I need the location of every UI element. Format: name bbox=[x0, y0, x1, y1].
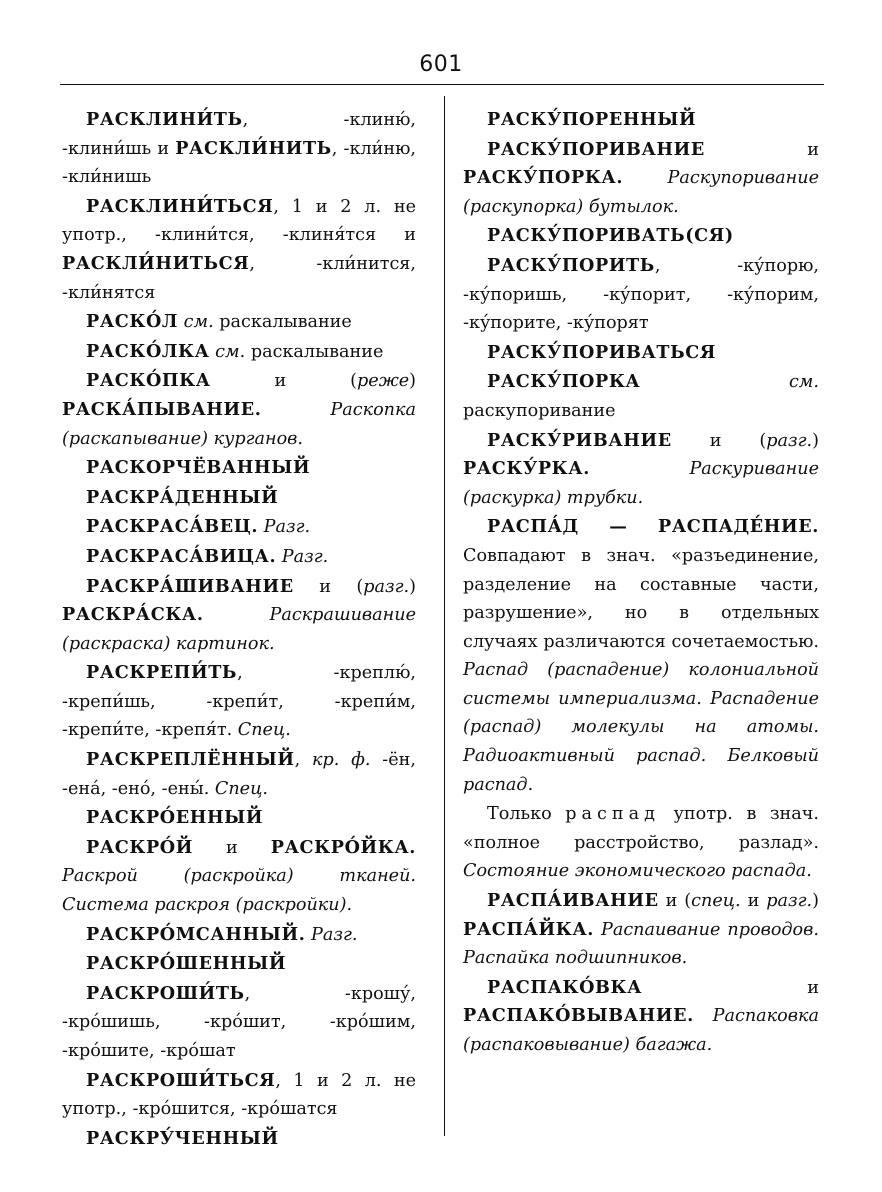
entry-text: раскалывание bbox=[245, 341, 384, 362]
entry-text: и ( bbox=[671, 430, 767, 451]
headword: РАСКЛИ́НИТЬСЯ bbox=[62, 252, 250, 274]
entry-raskradenny bbox=[62, 484, 416, 513]
entry-text: , -крошу́, -кро́шишь, -кро́шит, -кро́шим, -кро́шите, -кро́шат bbox=[62, 983, 416, 1061]
headword: РАСПА́ИВАНИЕ bbox=[487, 890, 659, 912]
column-divider bbox=[444, 96, 445, 1136]
headword: РАСКУ́ПОРИВАТЬ(СЯ) bbox=[487, 225, 734, 247]
entry-note: Разг. bbox=[258, 517, 311, 538]
entry-raskol bbox=[62, 308, 416, 337]
entry-note: разг. bbox=[363, 576, 410, 597]
entry-example: Раскупоривание (раскупорка) бутылок. bbox=[463, 168, 819, 217]
headword: РАСКО́ЛКА bbox=[86, 340, 210, 362]
entry-text: , -креплю́, -крепи́шь, -крепи́т, -крепи́м, -крепи́те, -крепя́т. bbox=[62, 663, 416, 741]
headword: РАСПА́Д — РАСПАДЕ́НИЕ. bbox=[487, 516, 819, 538]
entry-raspad bbox=[463, 513, 819, 799]
entry-note: см. bbox=[640, 372, 819, 393]
entry-raskuporivanie bbox=[463, 136, 819, 222]
headword: РАСКО́ПКА bbox=[86, 370, 211, 392]
page-number: 601 bbox=[419, 52, 463, 77]
entry-note: см. bbox=[209, 341, 246, 362]
entry-note: Спец. bbox=[209, 778, 268, 799]
headword: РАСКУ́ПОРИВАТЬСЯ bbox=[487, 341, 716, 363]
headword: РАСКУ́РИВАНИЕ bbox=[487, 429, 672, 451]
headword: РАСКО́Л bbox=[86, 311, 179, 333]
entry-text: ) bbox=[409, 576, 416, 597]
headword: РАСКЛИ́НИТЬ bbox=[175, 137, 332, 159]
entry-raskorchevanny bbox=[62, 454, 416, 483]
entry-note: спец. bbox=[691, 891, 741, 912]
entry-raskroshenny bbox=[62, 950, 416, 979]
header-rule bbox=[60, 84, 824, 85]
entry-text: , -кли́нится, -кли́нятся bbox=[62, 253, 416, 303]
headword: РАСКРАСА́ВЕЦ. bbox=[86, 516, 259, 538]
entry-raskrashivanie bbox=[62, 573, 416, 659]
headword: РАСКРО́ШЕННЫЙ bbox=[86, 953, 287, 975]
headword: РАСКРА́ДЕННЫЙ bbox=[86, 486, 279, 508]
headword: РАСКЛИНИ́ТЬСЯ bbox=[86, 195, 274, 217]
headword: РАСКРО́Й bbox=[86, 836, 193, 858]
entry-text: , bbox=[294, 750, 312, 771]
entry-note: разг. bbox=[766, 430, 813, 451]
entry-raskromsanny bbox=[62, 921, 416, 950]
entry-raskurivanie bbox=[463, 427, 819, 513]
entry-text: употр. в знач. «полное расстройство, разлад». bbox=[463, 804, 820, 853]
entry-raskrasavitsa bbox=[62, 543, 416, 572]
entry-text: раскалывание bbox=[213, 312, 352, 333]
headword: РАСПАКО́ВЫВАНИЕ. bbox=[463, 1005, 694, 1027]
entry-raskroy bbox=[62, 834, 416, 920]
entry-text: и bbox=[192, 837, 271, 858]
headword: РАСКРЕПЛЁННЫЙ bbox=[86, 749, 295, 771]
entry-raskrepit bbox=[62, 659, 416, 745]
entry-text: раскупоривание bbox=[463, 400, 616, 421]
headword: РАСКРЕПИ́ТЬ bbox=[86, 662, 238, 684]
entry-note: см. bbox=[178, 312, 214, 333]
headword: РАСПАКО́ВКА bbox=[487, 976, 643, 998]
entry-raskuporivatsya bbox=[463, 339, 819, 368]
entry-note: Спец. bbox=[232, 720, 291, 741]
entry-raskreplenny bbox=[62, 746, 416, 803]
entry-example: Состояние экономического распада. bbox=[463, 861, 812, 882]
headword: РАСКУ́ПОРКА. bbox=[463, 167, 624, 189]
entry-text: и bbox=[704, 139, 819, 160]
entry-note: разг. bbox=[766, 891, 813, 912]
left-column bbox=[62, 106, 416, 1154]
entry-example: Распаивание проводов. Распайка подшипников. bbox=[463, 919, 819, 969]
entry-text: ) bbox=[812, 891, 819, 912]
entry-text: и ( bbox=[293, 576, 364, 597]
entry-note: реже bbox=[357, 371, 410, 392]
entry-text: ) bbox=[812, 430, 819, 451]
headword: РАСКРО́МСАННЫЙ. bbox=[86, 923, 306, 945]
entry-raskopka bbox=[62, 367, 416, 453]
headword: РАСКРА́ШИВАНИЕ bbox=[86, 575, 294, 597]
headword: РАСКОРЧЁВАННЫЙ bbox=[86, 457, 311, 479]
headword: РАСКРОШИ́ТЬ bbox=[86, 982, 245, 1004]
entry-raskuporenny bbox=[463, 106, 819, 135]
entry-example: Раскопка (раскапывание) курганов. bbox=[62, 399, 416, 449]
entry-text: , -кли́ню, -кли́нишь bbox=[62, 138, 416, 188]
entry-example: Распад (распадение) колониальной системы империализма. Распадение (распад) молекулы на атомы. Радиоактивный распад. Белковый распад. bbox=[463, 660, 819, 795]
right-column bbox=[463, 106, 819, 1061]
headword: РАСКА́ПЫВАНИЕ. bbox=[62, 398, 262, 420]
headword: РАСПА́ЙКА. bbox=[463, 918, 594, 940]
entry-text: , 1 и 2 л. не употр., -кро́шится, -кро́шатся bbox=[62, 1070, 416, 1120]
entry-raskuporka bbox=[463, 368, 819, 425]
headword: РАСКЛИНИ́ТЬ bbox=[86, 109, 243, 130]
entry-text: , -ку́порю, -ку́поришь, -ку́порит, -ку́порим, -ку́порите, -ку́порят bbox=[463, 255, 819, 334]
headword: РАСКУ́ПОРИТЬ bbox=[487, 254, 655, 276]
entry-raskolka bbox=[62, 338, 416, 367]
headword: РАСКУ́ПОРКА bbox=[487, 371, 641, 393]
headword: РАСКРОШИ́ТЬСЯ bbox=[86, 1069, 276, 1091]
entry-example: Распаковка (распаковывание) багажа. bbox=[463, 1006, 819, 1055]
headword: РАСКРО́ЙКА. bbox=[270, 836, 416, 858]
entry-raskuporit bbox=[463, 252, 819, 338]
headword: РАСКУ́РКА. bbox=[463, 458, 590, 480]
entry-text: и bbox=[740, 891, 767, 912]
entry-raspaivanie bbox=[463, 887, 819, 973]
entry-text: Совпадают в знач. «разъединение, разделение на составные части, разрушение», но в отдельных случаях различаются сочетаемостью. bbox=[463, 545, 819, 652]
spaced-word: распад bbox=[565, 804, 660, 825]
entry-raskroshit bbox=[62, 980, 416, 1066]
entry-text: ) bbox=[409, 371, 416, 392]
entry-text: и ( bbox=[210, 371, 358, 392]
entry-text: и ( bbox=[658, 891, 692, 912]
entry-text: , 1 и 2 л. не употр., -клини́тся, -клиня́тся и bbox=[62, 196, 416, 246]
entry-raspad-note bbox=[463, 800, 819, 886]
headword: РАСКРО́ЕННЫЙ bbox=[86, 807, 264, 829]
entry-raskrasavets bbox=[62, 513, 416, 542]
entry-raskruchenny bbox=[62, 1125, 416, 1154]
headword: РАСКУ́ПОРИВАНИЕ bbox=[487, 138, 705, 160]
headword: РАСКРА́СКА. bbox=[62, 604, 204, 626]
entry-rasklinit bbox=[62, 106, 416, 192]
entry-raskroshitsya bbox=[62, 1067, 416, 1124]
entry-example: Раскуривание (раскурка) трубки. bbox=[463, 459, 819, 508]
entry-text: -ён, -ена́, -ено́, -ены́. bbox=[62, 750, 416, 799]
entry-note: Разг. bbox=[305, 924, 358, 945]
headword: РАСКРУ́ЧЕННЫЙ bbox=[86, 1127, 279, 1149]
headword: РАСКРАСА́ВИЦА. bbox=[86, 545, 277, 567]
entry-rasklinitsya bbox=[62, 193, 416, 307]
entry-raskroenny bbox=[62, 804, 416, 833]
entry-text: Только bbox=[487, 804, 566, 825]
entry-raskuporivat-sya bbox=[463, 222, 819, 251]
headword: РАСКУ́ПОРЕННЫЙ bbox=[487, 109, 697, 130]
entry-text: и bbox=[642, 977, 819, 998]
entry-example: Раскрой (раскройка) тканей. Система раскроя (раскройки). bbox=[62, 866, 416, 916]
entry-raspakovka bbox=[463, 974, 819, 1060]
entry-text: , -клиню́, -клини́шь и bbox=[62, 110, 416, 159]
entry-example: Раскрашивание (раскраска) картинок. bbox=[62, 605, 416, 654]
entry-note: кр. ф. bbox=[312, 750, 371, 771]
entry-note: Разг. bbox=[276, 546, 329, 567]
